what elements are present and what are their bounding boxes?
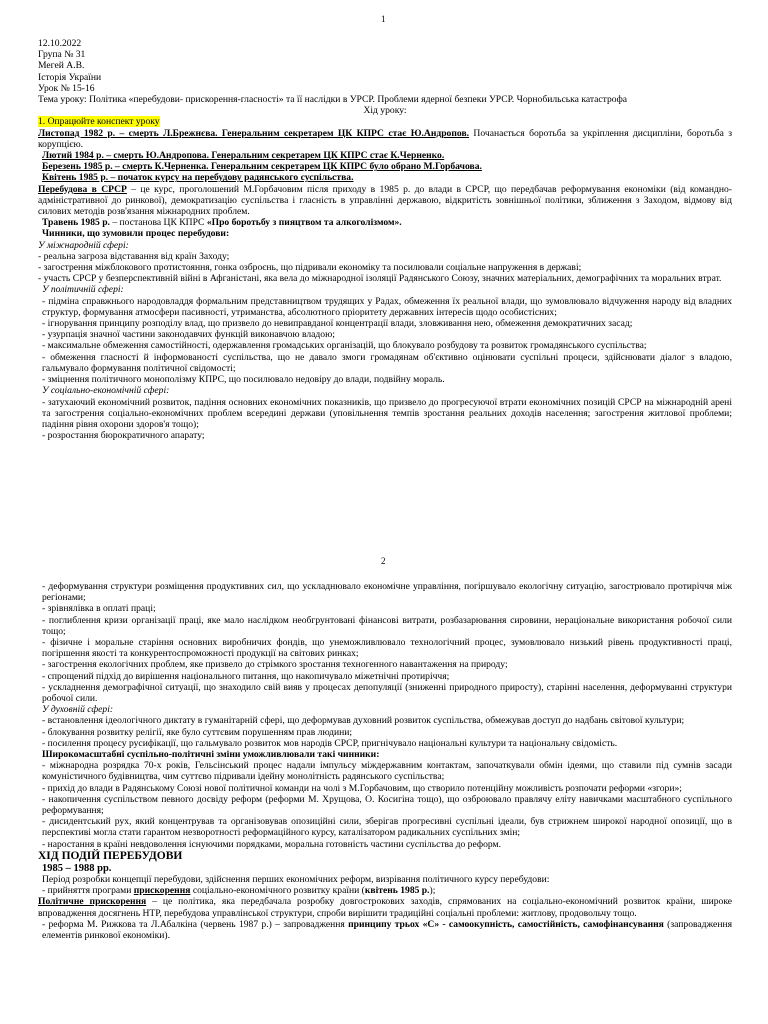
list-item: - ускладнення демографічної ситуації, що знаходило свій вияв у процесах депопуляції (зниженні природного приросту), старінні населення, деформуванні структури робочої сили. — [42, 681, 732, 705]
perebudova-term: Перебудова в СРСР — [38, 183, 127, 195]
list-item: - затухаючий економічний розвиток, падіння основних економічних показників, що призвело до прогресуючої втрати економічних позицій СРСР на міжнародній арені та загострення соціально-економічних проблем всередині держави (уповільнення темпів зростання реальних доходів населення; загострення житлової проблеми; падіння рівня охорони здоров'я тощо); — [42, 396, 732, 430]
reform-text-2: (запровадження елементів ринкової економіки). — [42, 918, 732, 942]
header-group: Група № 31 — [38, 49, 86, 61]
acceleration-term: Політичне прискорення — [38, 896, 147, 908]
program-date: квітень 1985 р. — [364, 885, 430, 897]
intl-sphere-label: У міжнародній сфері: — [38, 239, 129, 251]
list-item: - фізичне і моральне старіння основних виробничих фондів, що унеможливлювало технологічний процес, зумовлювало низький рівень продуктивності праці, погіршення якості та конкурентоспроможності продукції на світових ринках; — [42, 637, 732, 660]
event-apr-1985: Квітень 1985 р. – початок курсу на перебудову радянського суспільства. — [42, 172, 354, 184]
page-number: 1 — [381, 14, 386, 24]
perebudova-def-text: – це курс, проголошений М.Горбачовим після приходу в 1985 р. до влади в СРСР, що передбачав реформування економіки (від командно-адміністративної до ринкової), демократизацію суспільства і гласність в управлінні державою, відкритість зовнішньої політики, зближення з Заходом, відмову від силових методів розв'язання міжнародних проблем. — [38, 183, 733, 218]
list-item: - зрівнялівка в оплаті праці; — [42, 603, 156, 615]
event-may-1985-date: Травень 1985 р. — [42, 217, 110, 229]
event-feb-1984: Лютий 1984 р. – смерть Ю.Андропова. Генеральним секретарем ЦК КПРС стає К.Черненко. — [42, 150, 445, 162]
header-date: 12.10.2022 — [38, 38, 82, 49]
program-text-3: ); — [429, 885, 436, 897]
list-item: - встановлення ідеологічного диктату в гуманітарній сфері, що деформував духовний розвиток суспільства, обмежував доступ до надбань світової культури; — [42, 715, 685, 727]
list-item: - блокування розвитку релігії, яке було суттєвим порушенням прав людини; — [42, 726, 353, 738]
factors-title: Чинники, що зумовили процес перебудови: — [42, 228, 230, 240]
list-item: - прихід до влади в Радянському Союзі нової політичної команди на чолі з М.Горбачовим, що створило потенційну можливість розпочати реформи «згори»; — [42, 782, 682, 794]
list-item: - дисидентський рух, який концентрував та організовував опозиційні сили, зберігав прогресивні суспільні ідеали, був стрижнем широкої народної опозиції, що в перспективі могла стати гарантом незворотності реформаційного курсу, каталізатором радикальних суспільних змін; — [42, 816, 732, 839]
header-subject: Історія України — [38, 71, 102, 83]
list-item: - деформування структури розміщення продуктивних сил, що ускладнювало економічне управління, погіршувало екологічну ситуацію, загострювало протиріччя між регіонами; — [42, 581, 732, 604]
list-item: - участь СРСР у безперспективній війні в Афганістані, яка вела до міжнародної ізоляції Радянського Союзу, значних матеріальних, демографічних та моральних втрат. — [38, 273, 722, 285]
page-2-content — [38, 581, 732, 941]
reform-item — [38, 919, 732, 941]
list-item: - загострення екологічних проблем, яке призвело до стрімкого зростання техногенного навантаження на природу; — [42, 659, 508, 671]
event-may-1985-title: «Про боротьбу з пияцтвом та алкоголізмом». — [206, 217, 402, 229]
task-highlight: 1. Опрацюйте конспект уроку — [38, 116, 160, 128]
program-keyword: прискорення — [133, 885, 191, 897]
lesson-course-heading: Хід уроку: — [363, 105, 407, 117]
event-nov-1982-text: Почанається боротьба за укріплення дисципліни, боротьба з корупцією. — [38, 127, 733, 150]
list-item: - посилення процесу русифікації, що гальмувало розвиток мов народів СРСР, пригнічувало національні культури та національну свідомість. — [42, 737, 618, 749]
header-author: Мегей А.В. — [38, 60, 85, 72]
period-description: Період розробки концепції перебудови, здійснення перших економічних реформ, визрівання політичного курсу перебудови: — [42, 874, 550, 886]
program-text: - прийняття програми — [42, 885, 134, 897]
list-item: - підміна справжнього народовладдя формальним представництвом трудящих у Радах, обмеження їх реальної влади, що зумовлювало відчуження народу від владних структур, формування атмосфери пасивності, утриманства, абсолютного пріоритету державних інтересів щодо особистісних; — [42, 295, 732, 318]
lesson-topic: Тема уроку: Політика «перебудови- прискорення-гласності» та її наслідки в УРСР. Проблеми ядерної безпеки УРСР. Чорнобильська катастрофа — [38, 94, 628, 106]
list-item: - реальна загроза відставання від країн Заходу; — [38, 250, 230, 262]
list-item: - зміцнення політичного монополізму КПРС, що посилювало недовіру до влади, подвійну мораль. — [42, 374, 445, 386]
task-item — [38, 116, 732, 127]
period-heading: 1985 – 1988 рр. — [42, 862, 112, 874]
spirit-sphere-label: У духовній сфері: — [42, 704, 114, 716]
list-item: - узурпація значної частини законодавчих функцій виконавчою владою; — [42, 329, 335, 341]
pol-sphere-label: У політичній сфері: — [42, 284, 124, 296]
list-item: - обмеження гласності й інформованості суспільства, що не давало змоги громадянам об'єктивно оцінювати суспільні процеси, здійснювати діалог з владою, гальмувало формування політичної свідомості; — [42, 351, 732, 374]
list-item: - ігнорування принципу розподілу влад, що призвело до невиправданої концентрації влади, зловживання нею, обмеження демократичних засад; — [42, 318, 633, 330]
program-item — [38, 885, 732, 896]
list-item: - максимальне обмеження самостійності, одержавлення громадських організацій, що блокувало розбудову та розвиток громадянського суспільства; — [42, 340, 647, 352]
acceleration-definition — [38, 896, 732, 918]
list-item: - накопичення суспільством певного досвіду реформ (реформи М. Хрущова, О. Косигіна тощо), що озброювало правлячу еліту навичками масштабного суспільного реформування; — [42, 793, 732, 817]
event-nov-1982-bold: Листопад 1982 р. – смерть Л.Брежнєва. Генеральним секретарем ЦК КПРС стає Ю.Андропов. — [38, 127, 470, 139]
factors2-title: Широкомасштабні суспільно-політичні зміни уможливлювали такі чинники: — [42, 749, 380, 761]
list-item: - поглиблення кризи організації праці, яке мало наслідком необгрунтовані фінансові витрати, розбазарювання сировини, нераціональне використання робочої сили тощо; — [42, 614, 732, 637]
header-lesson: Урок № 15-16 — [38, 82, 95, 94]
program-text-2: соціально-економічного розвитку країни ( — [190, 885, 365, 897]
event-may-1985 — [38, 217, 732, 228]
list-item: - розростання бюрократичного апарату; — [42, 430, 205, 442]
page-number: 2 — [381, 556, 386, 566]
list-item: - міжнародна розрядка 70-х років, Гельсінський процес надали імпульсу міждержавним контактам, започаткували обмін ідеями, що ставили під сумнів засади комуністичного будівництва, чим суттєво підривали ідейну монолітність радянського суспільства; — [42, 760, 732, 783]
reform-text: - реформа М. Рижкова та Л.Абалкіна (червень 1987 р.) – запровадження — [42, 918, 349, 930]
acceleration-def-text: – це політика, яка передбачала розробку довгострокових заходів, спрямованих на соціально-економічний розвиток країни, широке впровадження досягнень НТР, перебудова управлінської структури, спроби вирішити традиційні соціальні проблеми: житлову, продовольчу тощо. — [38, 896, 733, 919]
event-may-1985-text: – постанова ЦК КПРС — [109, 217, 207, 229]
event-mar-1985: Березень 1985 р. – смерть К.Черненка. Генеральним секретарем ЦК КПРС було обрано М.Горбачова. — [42, 161, 482, 173]
list-item: - наростання в країні невдоволення існуючими порядками, моральна готовність частини суспільства до реформ. — [42, 838, 501, 850]
event-nov-1982 — [38, 128, 732, 150]
list-item: - спрощений підхід до вирішення національного питання, що накопичувало міжетнічні протиріччя; — [42, 670, 450, 682]
list-item: - загострення міжблокового протистояння, гонка озброєнь, що підривали економіку та посилювали соціальне напруження в державі; — [38, 262, 582, 274]
document-header — [38, 38, 732, 94]
reform-principle: принципу трьох «С» - самоокупність, самостійність, самофінансування — [348, 918, 664, 930]
page-1-content — [38, 38, 732, 441]
perebudova-definition — [38, 184, 732, 218]
section-title: ХІД ПОДІЙ ПЕРЕБУДОВИ — [38, 849, 183, 862]
soc-sphere-label: У соціально-економічній сфері: — [42, 385, 170, 397]
